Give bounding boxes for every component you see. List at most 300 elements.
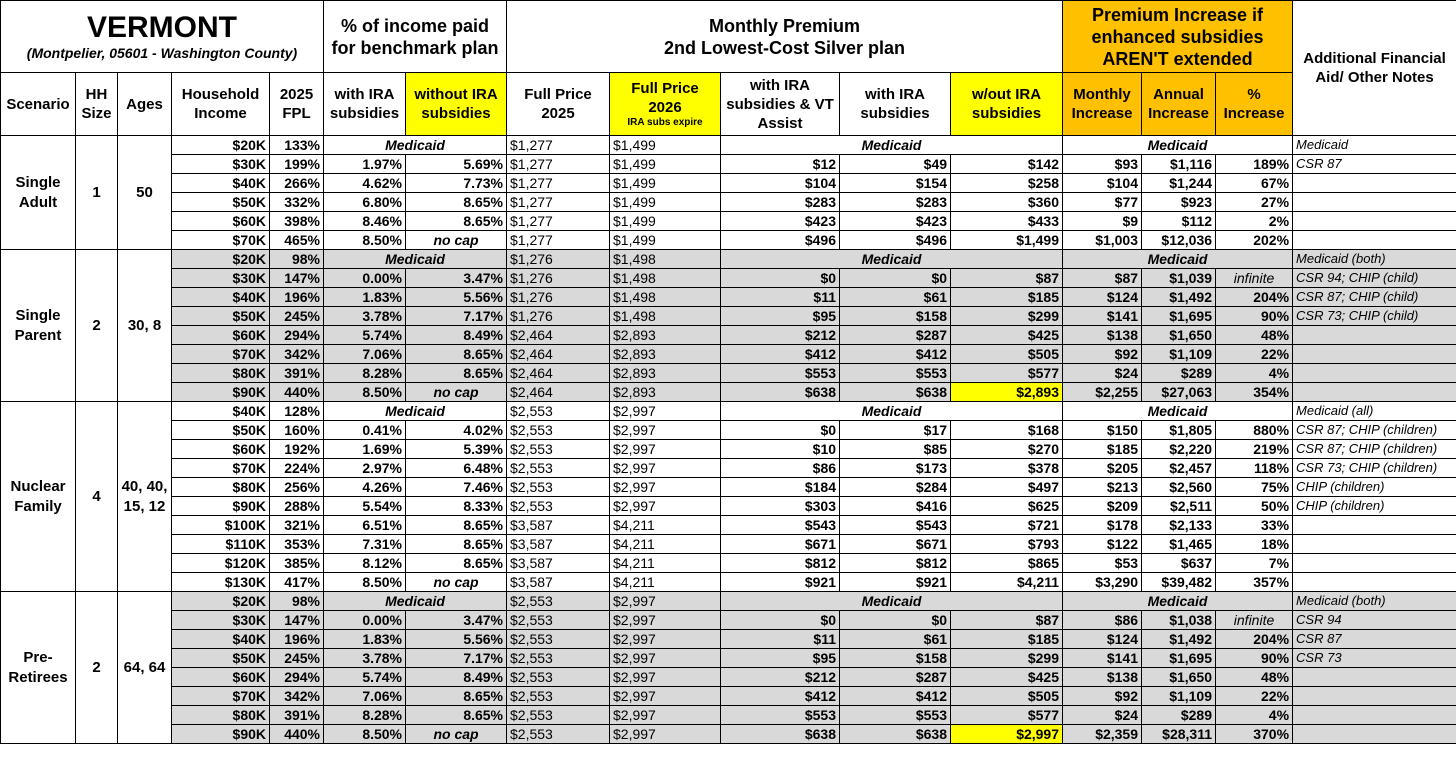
note-cell: CSR 73; CHIP (children) — [1293, 459, 1456, 478]
with-ira-pct: 0.00% — [324, 611, 406, 630]
note-cell: CSR 73 — [1293, 649, 1456, 668]
ages-cell: 50 — [118, 136, 172, 250]
wout-ira-cell: $168 — [951, 421, 1063, 440]
annual-increase-cell: $2,457 — [1142, 459, 1216, 478]
with-ira-subs-cell: $287 — [840, 326, 951, 345]
wout-ira-cell: $360 — [951, 193, 1063, 212]
full-price-2025-cell: $2,553 — [507, 668, 610, 687]
income-cell: $30K — [172, 269, 270, 288]
fpl-cell: 245% — [270, 307, 324, 326]
wout-ira-cell: $625 — [951, 497, 1063, 516]
note-cell — [1293, 345, 1456, 364]
note-cell: CHIP (children) — [1293, 497, 1456, 516]
note-cell: CSR 87; CHIP (children) — [1293, 421, 1456, 440]
fpl-cell: 294% — [270, 668, 324, 687]
income-cell: $40K — [172, 630, 270, 649]
with-ira-vt-cell: $303 — [721, 497, 840, 516]
col-full-price-2025: Full Price 2025 — [507, 73, 610, 136]
monthly-increase-cell: $1,003 — [1063, 231, 1142, 250]
fpl-cell: 196% — [270, 288, 324, 307]
monthly-premium-title: Monthly Premium — [709, 15, 861, 36]
full-price-2025-cell: $3,587 — [507, 516, 610, 535]
medicaid-label: Medicaid — [1063, 250, 1293, 269]
income-cell: $80K — [172, 478, 270, 497]
fpl-cell: 332% — [270, 193, 324, 212]
with-ira-vt-cell: $95 — [721, 307, 840, 326]
note-cell: Medicaid — [1293, 136, 1456, 155]
with-ira-subs-cell: $17 — [840, 421, 951, 440]
full-price-2026-label: Full Price 2026 — [631, 80, 699, 116]
with-ira-pct: 8.50% — [324, 573, 406, 592]
note-cell: CSR 87 — [1293, 155, 1456, 174]
note-cell — [1293, 535, 1456, 554]
col-wout-ira: w/out IRA subsidies — [951, 73, 1063, 136]
table-row — [1, 554, 1456, 573]
full-price-2026-cell: $2,893 — [610, 345, 721, 364]
annual-increase-cell: $1,695 — [1142, 307, 1216, 326]
monthly-increase-cell: $141 — [1063, 307, 1142, 326]
with-ira-subs-cell: $158 — [840, 649, 951, 668]
col-pct-increase: % Increase — [1216, 73, 1293, 136]
with-ira-pct: 3.78% — [324, 307, 406, 326]
pct-increase-cell: 90% — [1216, 649, 1293, 668]
without-ira-pct: 7.46% — [406, 478, 507, 497]
table-row — [1, 630, 1456, 649]
full-price-2025-cell: $1,277 — [507, 231, 610, 250]
full-price-2025-cell: $2,553 — [507, 497, 610, 516]
table-body — [1, 136, 1456, 744]
income-cell: $80K — [172, 706, 270, 725]
wout-ira-cell: $425 — [951, 668, 1063, 687]
table-row — [1, 212, 1456, 231]
full-price-2026-cell: $2,997 — [610, 630, 721, 649]
wout-ira-cell: $299 — [951, 649, 1063, 668]
income-cell: $50K — [172, 421, 270, 440]
full-price-2025-cell: $2,553 — [507, 402, 610, 421]
fpl-cell: 160% — [270, 421, 324, 440]
with-ira-pct: 7.31% — [324, 535, 406, 554]
wout-ira-cell: $497 — [951, 478, 1063, 497]
table-row — [1, 402, 1456, 421]
hh-size-cell: 2 — [76, 592, 118, 744]
annual-increase-cell: $1,465 — [1142, 535, 1216, 554]
col-with-ira-vt: with IRA subsidies & VT Assist — [721, 73, 840, 136]
without-ira-pct: 8.65% — [406, 706, 507, 725]
income-cell: $90K — [172, 725, 270, 744]
note-cell — [1293, 174, 1456, 193]
table-row — [1, 668, 1456, 687]
wout-ira-cell: $299 — [951, 307, 1063, 326]
income-cell: $50K — [172, 649, 270, 668]
fpl-cell: 266% — [270, 174, 324, 193]
premium-increase-header: Premium Increase if enhanced subsidies AREN'T extended — [1063, 1, 1293, 73]
full-price-2026-cell: $2,997 — [610, 725, 721, 744]
fpl-cell: 147% — [270, 269, 324, 288]
full-price-2025-cell: $2,553 — [507, 459, 610, 478]
fpl-cell: 391% — [270, 364, 324, 383]
with-ira-pct: 5.74% — [324, 668, 406, 687]
income-cell: $80K — [172, 364, 270, 383]
full-price-2026-cell: $2,997 — [610, 402, 721, 421]
note-cell: CSR 94 — [1293, 611, 1456, 630]
pct-increase-cell: infinite — [1216, 269, 1293, 288]
fpl-cell: 133% — [270, 136, 324, 155]
without-ira-pct: 5.56% — [406, 288, 507, 307]
with-ira-vt-cell: $0 — [721, 269, 840, 288]
wout-ira-cell: $425 — [951, 326, 1063, 345]
table-row — [1, 516, 1456, 535]
pct-income-header: % of income paid for benchmark plan — [324, 1, 507, 73]
with-ira-pct: 7.06% — [324, 345, 406, 364]
table-row — [1, 250, 1456, 269]
without-ira-pct: 7.17% — [406, 649, 507, 668]
col-ages: Ages — [118, 73, 172, 136]
note-cell — [1293, 668, 1456, 687]
full-price-2025-cell: $2,553 — [507, 611, 610, 630]
note-cell — [1293, 212, 1456, 231]
col-with-ira-subs: with IRA subsidies — [840, 73, 951, 136]
with-ira-pct: 5.54% — [324, 497, 406, 516]
with-ira-pct: 8.50% — [324, 383, 406, 402]
without-ira-pct: 8.65% — [406, 345, 507, 364]
wout-ira-cell: $865 — [951, 554, 1063, 573]
fpl-cell: 224% — [270, 459, 324, 478]
full-price-2025-cell: $3,587 — [507, 554, 610, 573]
scenario-cell: Nuclear Family — [1, 402, 76, 592]
annual-increase-cell: $637 — [1142, 554, 1216, 573]
without-ira-pct: 4.02% — [406, 421, 507, 440]
monthly-increase-cell: $53 — [1063, 554, 1142, 573]
pct-increase-cell: 18% — [1216, 535, 1293, 554]
income-cell: $90K — [172, 383, 270, 402]
pct-increase-cell: 357% — [1216, 573, 1293, 592]
with-ira-subs-cell: $61 — [840, 630, 951, 649]
with-ira-pct: 1.69% — [324, 440, 406, 459]
annual-increase-cell: $1,109 — [1142, 687, 1216, 706]
pct-increase-cell: 22% — [1216, 345, 1293, 364]
annual-increase-cell: $289 — [1142, 364, 1216, 383]
with-ira-vt-cell: $423 — [721, 212, 840, 231]
wout-ira-cell: $2,997 — [951, 725, 1063, 744]
pct-increase-cell: infinite — [1216, 611, 1293, 630]
table-row — [1, 288, 1456, 307]
fpl-cell: 342% — [270, 345, 324, 364]
full-price-2026-cell: $2,997 — [610, 497, 721, 516]
annual-increase-cell: $2,511 — [1142, 497, 1216, 516]
fpl-cell: 199% — [270, 155, 324, 174]
table-row — [1, 478, 1456, 497]
annual-increase-cell: $923 — [1142, 193, 1216, 212]
with-ira-subs-cell: $284 — [840, 478, 951, 497]
medicaid-label: Medicaid — [324, 592, 507, 611]
with-ira-vt-cell: $283 — [721, 193, 840, 212]
fpl-cell: 398% — [270, 212, 324, 231]
col-annual-increase: Annual Increase — [1142, 73, 1216, 136]
col-monthly-increase: Monthly Increase — [1063, 73, 1142, 136]
monthly-premium-subtitle: 2nd Lowest-Cost Silver plan — [663, 37, 906, 58]
note-cell — [1293, 364, 1456, 383]
monthly-increase-cell: $86 — [1063, 611, 1142, 630]
with-ira-pct: 6.51% — [324, 516, 406, 535]
with-ira-pct: 1.83% — [324, 630, 406, 649]
table-row — [1, 649, 1456, 668]
without-ira-pct: 5.56% — [406, 630, 507, 649]
with-ira-pct: 8.28% — [324, 364, 406, 383]
monthly-increase-cell: $87 — [1063, 269, 1142, 288]
full-price-2026-cell: $1,499 — [610, 193, 721, 212]
with-ira-pct: 8.50% — [324, 231, 406, 250]
table-row — [1, 174, 1456, 193]
with-ira-vt-cell: $638 — [721, 383, 840, 402]
note-cell — [1293, 573, 1456, 592]
col-without-ira: without IRA subsidies — [406, 73, 507, 136]
with-ira-vt-cell: $104 — [721, 174, 840, 193]
full-price-2025-cell: $1,277 — [507, 136, 610, 155]
wout-ira-cell: $577 — [951, 706, 1063, 725]
monthly-increase-cell: $3,290 — [1063, 573, 1142, 592]
note-cell — [1293, 193, 1456, 212]
without-ira-pct: 8.65% — [406, 554, 507, 573]
full-price-2026-cell: $2,997 — [610, 459, 721, 478]
wout-ira-cell: $185 — [951, 288, 1063, 307]
without-ira-pct: 8.65% — [406, 364, 507, 383]
scenario-cell: Single Parent — [1, 250, 76, 402]
full-price-2025-cell: $2,553 — [507, 592, 610, 611]
fpl-cell: 440% — [270, 383, 324, 402]
note-cell: Medicaid (both) — [1293, 250, 1456, 269]
with-ira-vt-cell: $921 — [721, 573, 840, 592]
wout-ira-cell: $2,893 — [951, 383, 1063, 402]
wout-ira-cell: $270 — [951, 440, 1063, 459]
without-ira-pct: 8.65% — [406, 535, 507, 554]
without-ira-pct: no cap — [406, 383, 507, 402]
income-cell: $60K — [172, 326, 270, 345]
with-ira-pct: 8.12% — [324, 554, 406, 573]
income-cell: $70K — [172, 459, 270, 478]
full-price-2026-cell: $2,997 — [610, 611, 721, 630]
without-ira-pct: no cap — [406, 725, 507, 744]
income-cell: $70K — [172, 687, 270, 706]
monthly-premium-header — [507, 1, 1063, 73]
with-ira-subs-cell: $638 — [840, 383, 951, 402]
with-ira-vt-cell: $11 — [721, 288, 840, 307]
fpl-cell: 196% — [270, 630, 324, 649]
without-ira-pct: 8.65% — [406, 516, 507, 535]
wout-ira-cell: $378 — [951, 459, 1063, 478]
with-ira-vt-cell: $543 — [721, 516, 840, 535]
fpl-cell: 385% — [270, 554, 324, 573]
table-row — [1, 326, 1456, 345]
hh-size-cell: 1 — [76, 136, 118, 250]
annual-increase-cell: $1,244 — [1142, 174, 1216, 193]
monthly-increase-cell: $124 — [1063, 630, 1142, 649]
ages-cell: 30, 8 — [118, 250, 172, 402]
medicaid-label: Medicaid — [1063, 592, 1293, 611]
annual-increase-cell: $1,695 — [1142, 649, 1216, 668]
fpl-cell: 465% — [270, 231, 324, 250]
pct-increase-cell: 33% — [1216, 516, 1293, 535]
with-ira-pct: 5.74% — [324, 326, 406, 345]
monthly-increase-cell: $138 — [1063, 326, 1142, 345]
with-ira-pct: 2.97% — [324, 459, 406, 478]
without-ira-pct: no cap — [406, 231, 507, 250]
without-ira-pct: 8.65% — [406, 687, 507, 706]
income-cell: $50K — [172, 193, 270, 212]
table-row — [1, 725, 1456, 744]
pct-increase-cell: 7% — [1216, 554, 1293, 573]
monthly-increase-cell: $92 — [1063, 345, 1142, 364]
table-row — [1, 193, 1456, 212]
with-ira-subs-cell: $496 — [840, 231, 951, 250]
note-cell — [1293, 516, 1456, 535]
with-ira-subs-cell: $49 — [840, 155, 951, 174]
with-ira-pct: 0.00% — [324, 269, 406, 288]
table-row — [1, 459, 1456, 478]
without-ira-pct: 7.17% — [406, 307, 507, 326]
with-ira-subs-cell: $154 — [840, 174, 951, 193]
fpl-cell: 391% — [270, 706, 324, 725]
full-price-2026-cell: $1,498 — [610, 288, 721, 307]
monthly-increase-cell: $213 — [1063, 478, 1142, 497]
annual-increase-cell: $27,063 — [1142, 383, 1216, 402]
fpl-cell: 147% — [270, 611, 324, 630]
wout-ira-cell: $505 — [951, 345, 1063, 364]
note-cell — [1293, 383, 1456, 402]
notes-header: Additional Financial Aid/ Other Notes — [1293, 1, 1456, 136]
state-title: VERMONT — [87, 10, 237, 44]
note-cell: CSR 87 — [1293, 630, 1456, 649]
medicaid-label: Medicaid — [721, 592, 1063, 611]
full-price-2026-cell: $1,499 — [610, 231, 721, 250]
with-ira-subs-cell: $412 — [840, 345, 951, 364]
pct-increase-cell: 4% — [1216, 706, 1293, 725]
income-cell: $60K — [172, 212, 270, 231]
income-cell: $40K — [172, 288, 270, 307]
fpl-cell: 353% — [270, 535, 324, 554]
full-price-2026-note: IRA subs expire — [627, 117, 703, 128]
fpl-cell: 98% — [270, 250, 324, 269]
full-price-2026-cell: $1,498 — [610, 269, 721, 288]
without-ira-pct: 7.73% — [406, 174, 507, 193]
without-ira-pct: 8.49% — [406, 326, 507, 345]
with-ira-subs-cell: $412 — [840, 687, 951, 706]
pct-increase-cell: 202% — [1216, 231, 1293, 250]
annual-increase-cell: $1,650 — [1142, 668, 1216, 687]
full-price-2025-cell: $3,587 — [507, 573, 610, 592]
income-cell: $110K — [172, 535, 270, 554]
monthly-increase-cell: $178 — [1063, 516, 1142, 535]
with-ira-subs-cell: $158 — [840, 307, 951, 326]
note-cell: Medicaid (all) — [1293, 402, 1456, 421]
annual-increase-cell: $2,560 — [1142, 478, 1216, 497]
full-price-2025-cell: $2,464 — [507, 345, 610, 364]
pct-increase-cell: 27% — [1216, 193, 1293, 212]
table-row — [1, 592, 1456, 611]
medicaid-label: Medicaid — [324, 136, 507, 155]
full-price-2026-cell: $4,211 — [610, 516, 721, 535]
fpl-cell: 98% — [270, 592, 324, 611]
without-ira-pct: 3.47% — [406, 269, 507, 288]
full-price-2026-cell: $1,498 — [610, 307, 721, 326]
wout-ira-cell: $505 — [951, 687, 1063, 706]
with-ira-vt-cell: $10 — [721, 440, 840, 459]
with-ira-subs-cell: $61 — [840, 288, 951, 307]
income-cell: $90K — [172, 497, 270, 516]
pct-increase-cell: 204% — [1216, 630, 1293, 649]
medicaid-label: Medicaid — [721, 402, 1063, 421]
income-cell: $20K — [172, 136, 270, 155]
income-cell: $100K — [172, 516, 270, 535]
with-ira-pct: 6.80% — [324, 193, 406, 212]
full-price-2026-cell: $1,499 — [610, 155, 721, 174]
full-price-2026-cell: $1,499 — [610, 174, 721, 193]
full-price-2026-cell: $4,211 — [610, 573, 721, 592]
col-household-income: Household Income — [172, 73, 270, 136]
with-ira-pct: 1.83% — [324, 288, 406, 307]
with-ira-subs-cell: $0 — [840, 269, 951, 288]
with-ira-subs-cell: $283 — [840, 193, 951, 212]
wout-ira-cell: $433 — [951, 212, 1063, 231]
full-price-2026-cell: $2,997 — [610, 478, 721, 497]
pct-increase-cell: 880% — [1216, 421, 1293, 440]
monthly-increase-cell: $92 — [1063, 687, 1142, 706]
wout-ira-cell: $258 — [951, 174, 1063, 193]
monthly-increase-cell: $205 — [1063, 459, 1142, 478]
income-cell: $30K — [172, 155, 270, 174]
with-ira-vt-cell: $812 — [721, 554, 840, 573]
with-ira-pct: 4.26% — [324, 478, 406, 497]
with-ira-subs-cell: $638 — [840, 725, 951, 744]
with-ira-vt-cell: $553 — [721, 364, 840, 383]
income-cell: $20K — [172, 592, 270, 611]
medicaid-label: Medicaid — [721, 136, 1063, 155]
fpl-cell: 417% — [270, 573, 324, 592]
wout-ira-cell: $793 — [951, 535, 1063, 554]
income-cell: $70K — [172, 231, 270, 250]
full-price-2026-cell: $1,499 — [610, 136, 721, 155]
with-ira-subs-cell: $812 — [840, 554, 951, 573]
full-price-2026-cell: $1,498 — [610, 250, 721, 269]
monthly-increase-cell: $141 — [1063, 649, 1142, 668]
with-ira-vt-cell: $184 — [721, 478, 840, 497]
full-price-2026-cell: $2,997 — [610, 687, 721, 706]
pct-increase-cell: 219% — [1216, 440, 1293, 459]
fpl-cell: 245% — [270, 649, 324, 668]
with-ira-subs-cell: $553 — [840, 706, 951, 725]
annual-increase-cell: $28,311 — [1142, 725, 1216, 744]
full-price-2025-cell: $1,276 — [507, 250, 610, 269]
annual-increase-cell: $1,650 — [1142, 326, 1216, 345]
monthly-increase-cell: $77 — [1063, 193, 1142, 212]
note-cell: CSR 73; CHIP (child) — [1293, 307, 1456, 326]
with-ira-pct: 0.41% — [324, 421, 406, 440]
without-ira-pct: 8.65% — [406, 193, 507, 212]
pct-increase-cell: 50% — [1216, 497, 1293, 516]
table-row — [1, 573, 1456, 592]
without-ira-pct: 8.65% — [406, 212, 507, 231]
pct-increase-cell: 75% — [1216, 478, 1293, 497]
pct-increase-cell: 4% — [1216, 364, 1293, 383]
wout-ira-cell: $87 — [951, 611, 1063, 630]
full-price-2026-cell: $2,893 — [610, 383, 721, 402]
scenario-cell: Single Adult — [1, 136, 76, 250]
full-price-2025-cell: $1,276 — [507, 288, 610, 307]
fpl-cell: 294% — [270, 326, 324, 345]
col-with-ira: with IRA subsidies — [324, 73, 406, 136]
with-ira-subs-cell: $553 — [840, 364, 951, 383]
fpl-cell: 342% — [270, 687, 324, 706]
fpl-cell: 128% — [270, 402, 324, 421]
